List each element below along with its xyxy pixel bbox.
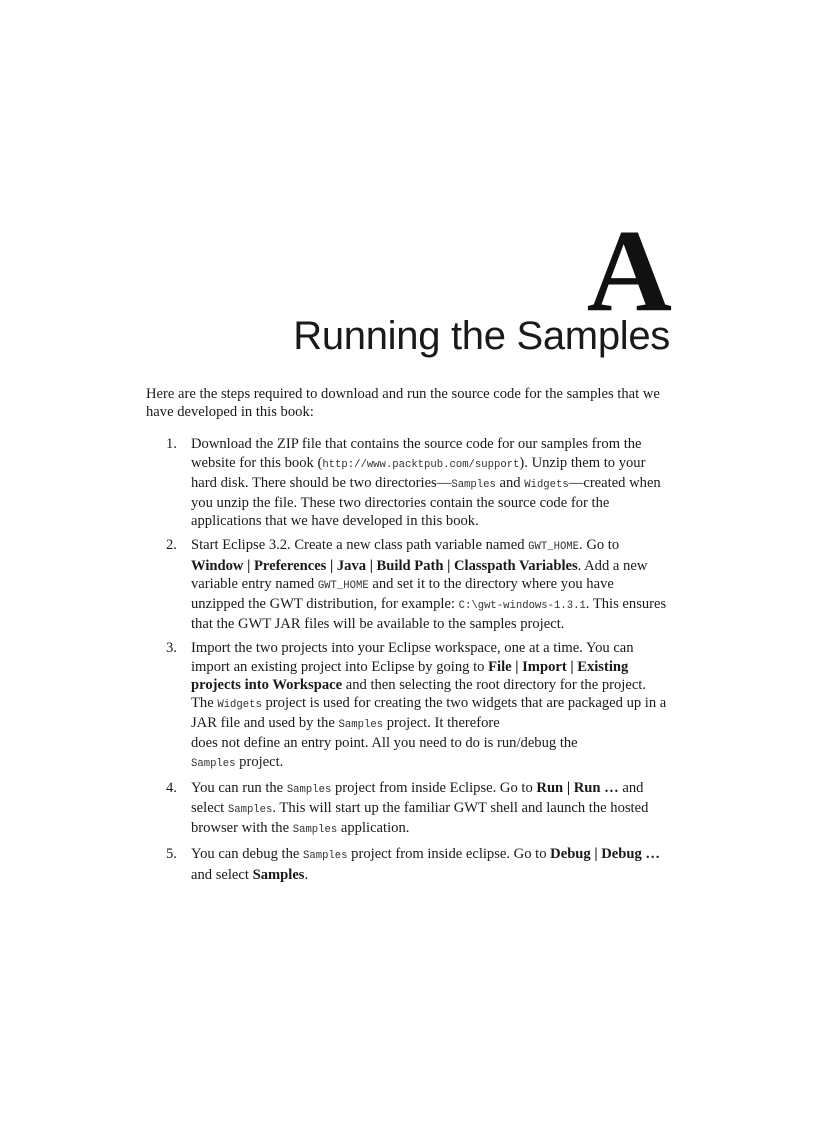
step-text: You can run the [191, 779, 287, 796]
step-text: project. [235, 753, 284, 770]
step-number: 4. [166, 779, 177, 796]
code-samples: Samples [227, 804, 273, 817]
code-widgets: Widgets [217, 699, 262, 712]
code-gwt-home: GWT_HOME [528, 541, 580, 554]
code-samples: Samples [292, 824, 338, 837]
step-text: . Go to [579, 537, 620, 554]
step-text: and then selecting the root directory for the project. The [191, 676, 647, 712]
code-samples: Samples [451, 478, 496, 491]
step-text: application. [337, 820, 410, 837]
code-samples: Samples [338, 719, 384, 732]
menu-path: Debug | Debug … [550, 846, 661, 863]
step-text: and select [191, 779, 644, 817]
step-text: project from inside eclipse. Go to [347, 846, 551, 863]
code-gwt-home: GWT_HOME [317, 579, 369, 592]
step-text: does not define an entry point. All you need to do is run/debug the [191, 735, 578, 752]
step-text: . Add a new variable entry named [191, 557, 648, 592]
step-text: . [304, 866, 309, 883]
step-text: Import the two projects into your Eclipse workspace, one at a time. You can import an existing project into Eclipse by going to [191, 640, 634, 675]
code-path: C:\gwt-windows-1.3.1 [458, 600, 586, 613]
step-text: project from inside Eclipse. Go to [331, 779, 537, 796]
step-text: . This ensures that the GWT JAR files will be available to the samples project. [191, 596, 667, 633]
step-text: Start Eclipse 3.2. Create a new class path variable named [191, 537, 529, 554]
step-text: project. It therefore [383, 715, 500, 732]
step-number: 3. [166, 640, 177, 657]
step-number: 1. [166, 436, 177, 453]
menu-path: File | Import | Existing projects into Workspace [191, 658, 629, 693]
steps-list [146, 435, 670, 883]
support-url: http://www.packtpub.com/support [322, 458, 520, 471]
code-samples: Samples [286, 783, 332, 796]
list-item [146, 536, 670, 633]
code-samples: Samples [303, 850, 348, 863]
step-number: 5. [166, 846, 177, 863]
step-text: project is used for creating the two widgets that are packaged up in a JAR file and used by the [191, 695, 667, 732]
step-number: 2. [166, 537, 177, 554]
intro-paragraph: Here are the steps required to download and run the source code for the samples that we have developed in this book: [146, 386, 660, 421]
list-item [146, 435, 670, 530]
menu-path: Run | Run … [536, 779, 619, 796]
list-item [146, 779, 670, 840]
body-text [146, 385, 670, 890]
code-widgets: Widgets [524, 478, 569, 491]
step-text: You can debug the [191, 846, 304, 863]
step-text: and [495, 474, 525, 491]
step-text: and select [191, 866, 253, 883]
step-text: Download the ZIP file that contains the source code for our samples from the website for this book ( [191, 436, 642, 471]
step-text: —created when you unzip the file. These two directories contain the source code for the applications that we have developed in this book. [191, 474, 661, 530]
bold-samples: Samples [252, 866, 305, 883]
step-text: ). Unzip them to your hard disk. There should be two directories— [191, 454, 646, 491]
menu-path: Window | Preferences | Java | Build Path | Classpath Variables [191, 557, 578, 574]
step-text: and set it to the directory where you have unzipped the GWT distribution, for example: [191, 575, 614, 613]
chapter-title: Running the Samples [293, 314, 670, 358]
list-item [146, 845, 670, 883]
chapter-letter: A [586, 205, 670, 336]
code-samples: Samples [191, 757, 236, 770]
list-item [146, 639, 670, 772]
step-text: . This will start up the familiar GWT shell and launch the hosted browser with the [191, 800, 649, 837]
